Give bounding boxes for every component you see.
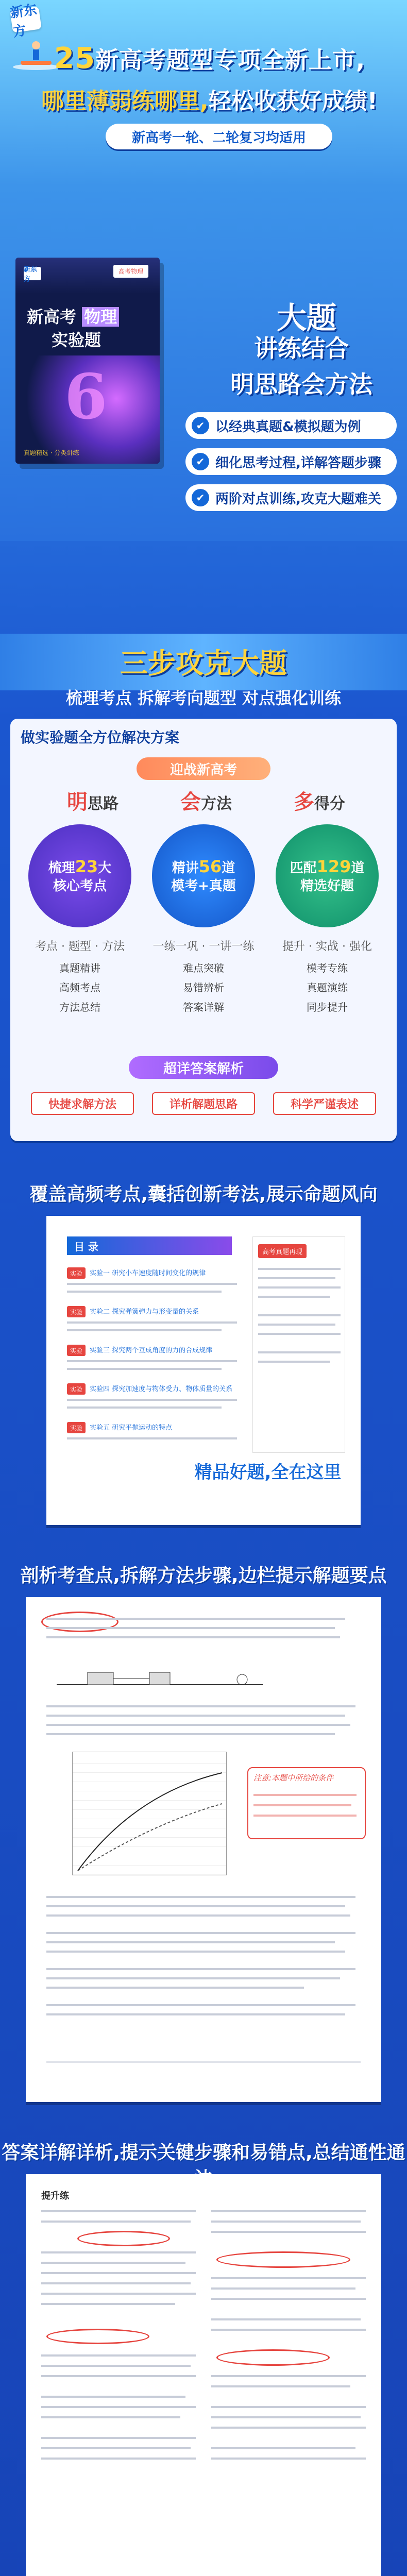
toc-slogan: 精品好题,全在这里	[194, 1462, 342, 1483]
toc-unit-2: 实验二 探究弹簧弹力与形变量的关系	[90, 1308, 199, 1316]
steps-subtitle: 梳理考点 拆解考向题型 对点强化训练	[65, 688, 342, 708]
section-heading-2: 剖析考查点,拆解方法步骤,边栏提示解题要点	[20, 1565, 387, 1586]
stat-3-number: 129	[316, 857, 351, 877]
answer-pill: 超详答案解析	[129, 1056, 278, 1079]
red-circle-annotation	[216, 2349, 330, 2366]
graph-curve-icon	[73, 1752, 227, 1876]
toc-unit-1: 实验一 研究小车速度随时间变化的规律	[90, 1269, 206, 1277]
col-3-item: 同步提升	[307, 1001, 348, 1013]
book-caption: 真题精选 · 分类讲练	[24, 449, 79, 456]
toc-unit-tag: 实验	[67, 1345, 86, 1356]
product-title-2: 讲练结合	[254, 334, 349, 362]
triad-2-rest: 方法	[201, 795, 232, 813]
answer-label: 提升练	[41, 2191, 69, 2201]
hero-headline-text: 新高考题型专项全新上市,	[95, 46, 366, 74]
feature-text-1: 以经典真题&模拟题为例	[215, 419, 361, 435]
stat-1-c: 核心考点	[53, 878, 107, 894]
toc-unit-tag: 实验	[67, 1306, 86, 1317]
col-2-item: 易错辨析	[183, 981, 224, 994]
stat-label-2: 一练一巩 · 一讲一练	[152, 940, 255, 953]
brand-logo: 新东方	[10, 6, 42, 32]
toc-unit-tag: 实验	[67, 1383, 86, 1395]
sidebar-tip-text: 注意:本题中所给的条件	[253, 1773, 334, 1783]
toc-unit-tag: 实验	[67, 1267, 86, 1279]
triad-1-rest: 思路	[88, 795, 118, 813]
stat-2-a: 精讲	[172, 860, 199, 876]
section-heading-1: 覆盖高频考点,囊括创新考法,展示命题风向	[29, 1184, 378, 1205]
apparatus-figure-icon	[57, 1649, 263, 1695]
hero-headline-number: 25	[54, 42, 95, 75]
check-icon: ✔	[192, 417, 209, 434]
book-title-line2: 实验题	[52, 330, 101, 350]
stat-3-a: 匹配	[290, 860, 317, 876]
stat-circle-3	[276, 824, 379, 927]
stat-label-3: 提升 · 实战 · 强化	[282, 940, 372, 953]
hero-headline	[54, 41, 404, 75]
book-title-line1	[27, 304, 119, 328]
hero-pill: 新高考一轮、二轮复习均适用	[106, 124, 332, 149]
stat-2-number: 56	[198, 857, 222, 877]
triad-1-key: 明	[67, 790, 88, 814]
book-cover	[15, 258, 160, 464]
analysis-preview	[26, 1597, 381, 2102]
red-circle-annotation	[77, 2231, 170, 2246]
triad-3	[294, 786, 345, 815]
toc-unit-3: 实验三 探究两个互成角度的力的合成规律	[90, 1347, 213, 1354]
product-title-3: 明思路会方法	[230, 370, 372, 398]
toc-unit-5: 实验五 研究平抛运动的特点	[90, 1424, 173, 1432]
check-icon: ✔	[192, 489, 209, 506]
toc-bar: 目 录	[67, 1236, 232, 1255]
triad-2-key: 会	[180, 790, 201, 814]
col-1-item: 真题精讲	[59, 962, 100, 974]
stat-3-b: 道	[351, 860, 365, 876]
red-circle-annotation	[216, 2251, 350, 2268]
col-1-item: 高频考点	[59, 981, 100, 994]
stat-2-c: 模考+真题	[171, 878, 236, 894]
book-six-graphic: 6	[64, 361, 108, 433]
stat-1-a: 梳理	[48, 860, 75, 876]
stat-circle-1	[28, 824, 131, 927]
stat-circle-2	[152, 824, 255, 927]
section-heading-3: 答案详解详析,提示关键步骤和易错点,总结通性通	[2, 2142, 405, 2163]
red-circle-annotation	[41, 1612, 118, 1632]
stat-3-c: 精选好题	[300, 878, 354, 894]
feature-pill-3	[185, 484, 397, 511]
answer-tag-3: 科学严谨表述	[273, 1092, 376, 1115]
hero-subheadline-b: 轻松收获好成绩!	[208, 88, 378, 114]
hero-subheadline	[41, 82, 402, 115]
col-2	[152, 958, 255, 1017]
steps-title: 三步攻克大题	[120, 647, 287, 680]
col-3-item: 模考专练	[307, 962, 348, 974]
col-3-item: 真题演练	[307, 981, 348, 994]
card-heading: 做实验题全方位解决方案	[21, 729, 180, 746]
feature-text-3: 两阶对点训练,攻克大题难关	[215, 491, 381, 507]
col-2-item: 答案详解	[183, 1001, 224, 1013]
hero-subheadline-a: 哪里薄弱练哪里,	[41, 88, 209, 114]
stat-1-b: 大	[98, 860, 112, 876]
triad-2	[180, 786, 232, 815]
triad-3-key: 多	[294, 790, 314, 814]
col-1	[28, 958, 131, 1017]
toc-side-title: 高考真题再现	[258, 1244, 307, 1258]
sidebar-tip-box	[247, 1767, 366, 1839]
feature-text-2: 细化思考过程,详解答题步骤	[215, 455, 381, 471]
feature-pill-1	[185, 412, 397, 439]
answer-tag-1: 快捷求解方法	[31, 1092, 134, 1115]
toc-unit-4: 实验四 探究加速度与物体受力、物体质量的关系	[90, 1385, 233, 1393]
check-icon: ✔	[192, 453, 209, 470]
answer-tag-2: 详析解题思路	[152, 1092, 255, 1115]
triad-3-rest: 得分	[314, 795, 345, 813]
col-3	[276, 958, 379, 1017]
stat-1-number: 23	[75, 857, 98, 877]
feature-pill-2	[185, 448, 397, 475]
book-title-b: 物理	[82, 307, 119, 327]
toc-preview	[46, 1216, 361, 1525]
card-pill: 迎战新高考	[137, 757, 270, 780]
stat-2-b: 道	[222, 860, 235, 876]
product-title-1: 大题	[276, 300, 336, 335]
book-title-a: 新高考	[27, 307, 77, 327]
toc-unit-tag: 实验	[67, 1422, 86, 1433]
red-circle-annotation	[46, 2329, 149, 2344]
triad-1	[67, 786, 118, 815]
stat-label-1: 考点 · 题型 · 方法	[35, 940, 125, 953]
toc-side-page	[252, 1236, 345, 1453]
answer-preview	[26, 2174, 381, 2576]
book-tag: 高考物理	[113, 265, 148, 278]
col-1-item: 方法总结	[59, 1001, 100, 1013]
col-2-item: 难点突破	[183, 962, 224, 974]
book-logo: 新东方	[24, 267, 41, 280]
graph-grid	[72, 1752, 227, 1875]
